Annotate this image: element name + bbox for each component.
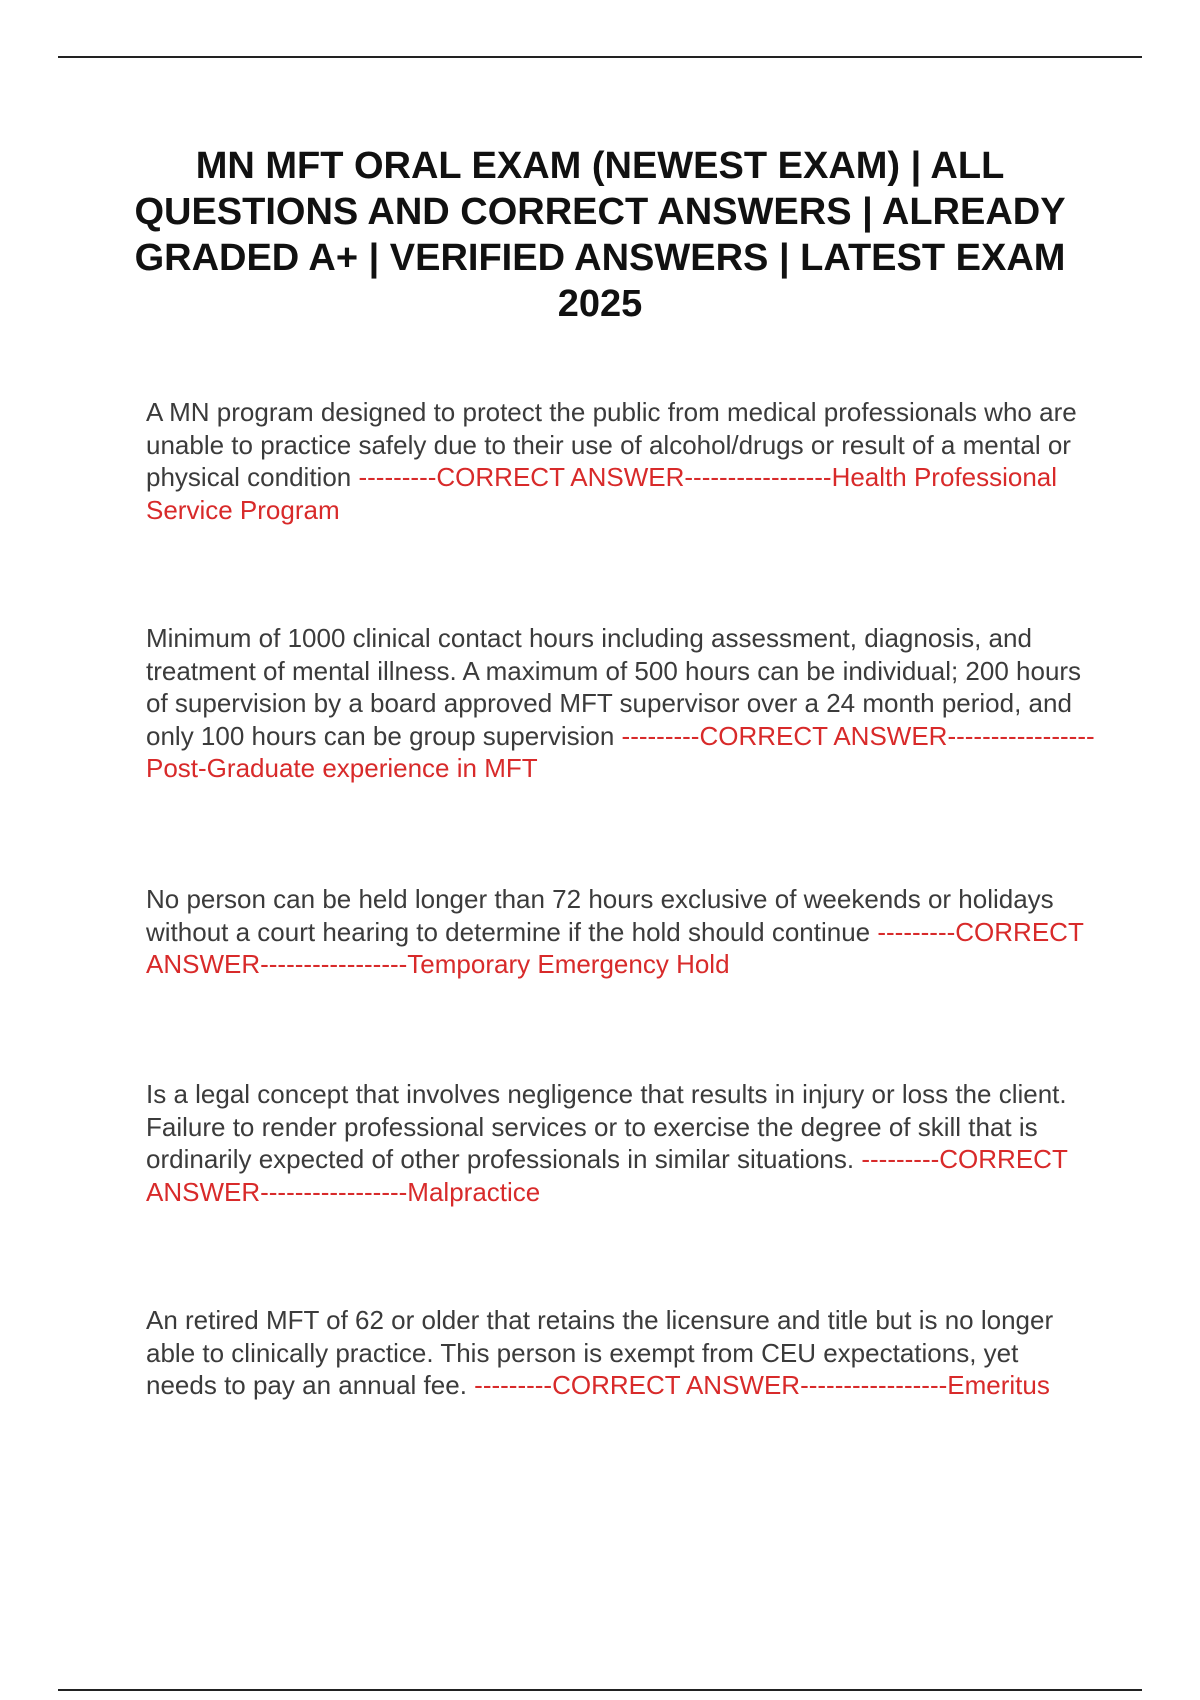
answer-text: ---------CORRECT ANSWER-----------------Health Professional Service Program	[146, 462, 1058, 525]
question-text: Is a legal concept that involves negligence that results in injury or loss the client. Failure to render professional services or to exercise the degree of skill that is ordinarily expected of other professionals in similar situations.	[146, 1079, 1067, 1174]
top-rule	[58, 56, 1142, 58]
qa-item	[146, 1078, 1096, 1208]
answer-text: ---------CORRECT ANSWER-----------------Malpractice	[146, 1144, 1068, 1207]
answer-text: ---------CORRECT ANSWER-----------------Post-Graduate experience in MFT	[146, 720, 1095, 783]
qa-item	[146, 396, 1096, 526]
qa-item	[146, 622, 1096, 785]
document-title: MN MFT ORAL EXAM (NEWEST EXAM) | ALL QUESTIONS AND CORRECT ANSWERS | ALREADY GRADED A+ | VERIFIED ANSWERS | LATEST EXAM 2025	[134, 145, 1066, 325]
question-text: A MN program designed to protect the public from medical professionals who are unable to practice safely due to their use of alcohol/drugs or result of a mental or physical condition	[146, 397, 1077, 492]
answer-text: ---------CORRECT ANSWER-----------------Temporary Emergency Hold	[146, 916, 1084, 979]
qa-item	[146, 883, 1096, 981]
qa-item	[146, 1304, 1096, 1402]
question-text: An retired MFT of 62 or older that retains the licensure and title but is no longer able to clinically practice. This person is exempt from CEU expectations, yet needs to pay an annual fee.	[146, 1305, 1054, 1400]
bottom-rule	[58, 1689, 1142, 1691]
answer-text: ---------CORRECT ANSWER-----------------Emeritus	[474, 1370, 1050, 1400]
question-text: Minimum of 1000 clinical contact hours including assessment, diagnosis, and treatment of mental illness. A maximum of 500 hours can be individual; 200 hours of supervision by a board approved MFT supervisor over a 24 month period, and only 100 hours can be group supervision	[146, 623, 1082, 751]
question-text: No person can be held longer than 72 hours exclusive of weekends or holidays without a court hearing to determine if the hold should continue	[146, 884, 1054, 947]
